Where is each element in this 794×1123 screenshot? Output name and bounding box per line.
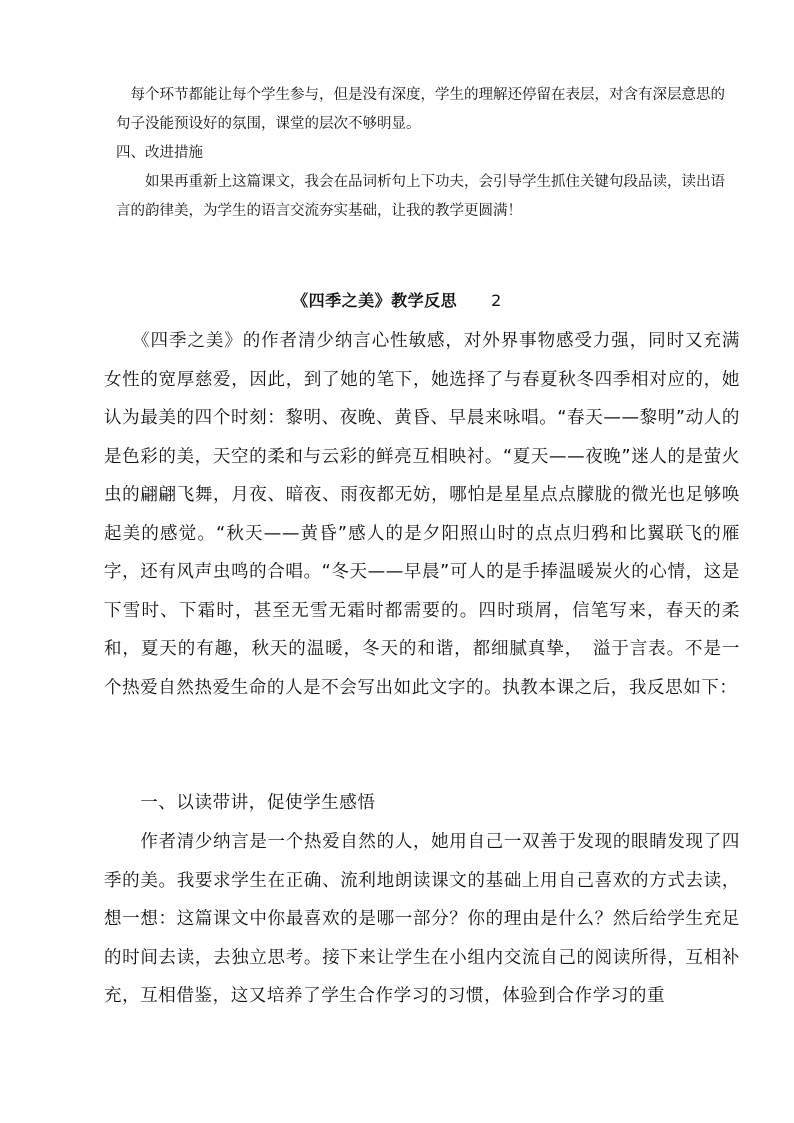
improvement-paragraph: 如果再重新上这篇课文，我会在品词析句上下功夫，会引导学生抓住关键句段品读，读出语言的韵律美，为学生的语言交流夯实基础，让我的教学更圆满！ bbox=[116, 174, 725, 219]
title-text: 《四季之美》教学反思 bbox=[292, 291, 458, 310]
reading-paragraph: 作者清少纳言是一个热爱自然的人，她用自己一双善于发现的眼睛发现了四季的美。我要求学生在正确、流利地朗读课文的基础上用自己喜欢的方式去读，想一想：这篇课文中你最喜欢的是哪一部分？你的理由是什么？然后给学生充足的时间去读，去独立思考。接下来让学生在小组内交流自己的阅读所得，互相补充，互相借鉴，这又培养了学生合作学习的习惯，体验到合作学习的重 bbox=[104, 832, 740, 1006]
intro-paragraph: 《四季之美》的作者清少纳言心性敏感，对外界事物感受力强，同时又充满女性的宽厚慈爱，因此，到了她的笔下，她选择了与春夏秋冬四季相对应的，她认为最美的四个时刻：黎明、夜晚、黄昏、早晨来咏唱。“春天——黎明”动人的是色彩的美，天空的柔和与云彩的鲜亮互相映衬。“夏天——夜晚”迷人的是萤火虫的翩翩飞舞，月夜、暗夜、雨夜都无妨，哪怕是星星点点朦胧的微光也足够唤起美的感觉。“秋天——黄昏”感人的是夕阳照山时的点点归鸦和比翼联飞的雁字，还有风声虫鸣的合唱。“冬天——早晨”可人的是手捧温暖炭火的心情，这是下雪时、下霜时，甚至无雪无霜时都需要的。四时琐屑，信笔写来，春天的柔和，夏天的有趣，秋天的温暖，冬天的和谐，都细腻真挚， 溢于言表。不是一个热爱自然热爱生命的人是不会写出如此文字的。执教本课之后，我反思如下： bbox=[104, 331, 740, 698]
title-number: 2 bbox=[491, 291, 502, 310]
section-heading-improvement: 四、改进措施 bbox=[116, 145, 203, 161]
section-heading-reading: 一、以读带讲，促使学生感悟 bbox=[104, 793, 376, 813]
document-title bbox=[0, 288, 794, 311]
reflection-paragraph: 每个环节都能让每个学生参与，但是没有深度，学生的理解还停留在表层，对含有深层意思的句子没能预设好的氛围，课堂的层次不够明显。 bbox=[116, 87, 725, 132]
